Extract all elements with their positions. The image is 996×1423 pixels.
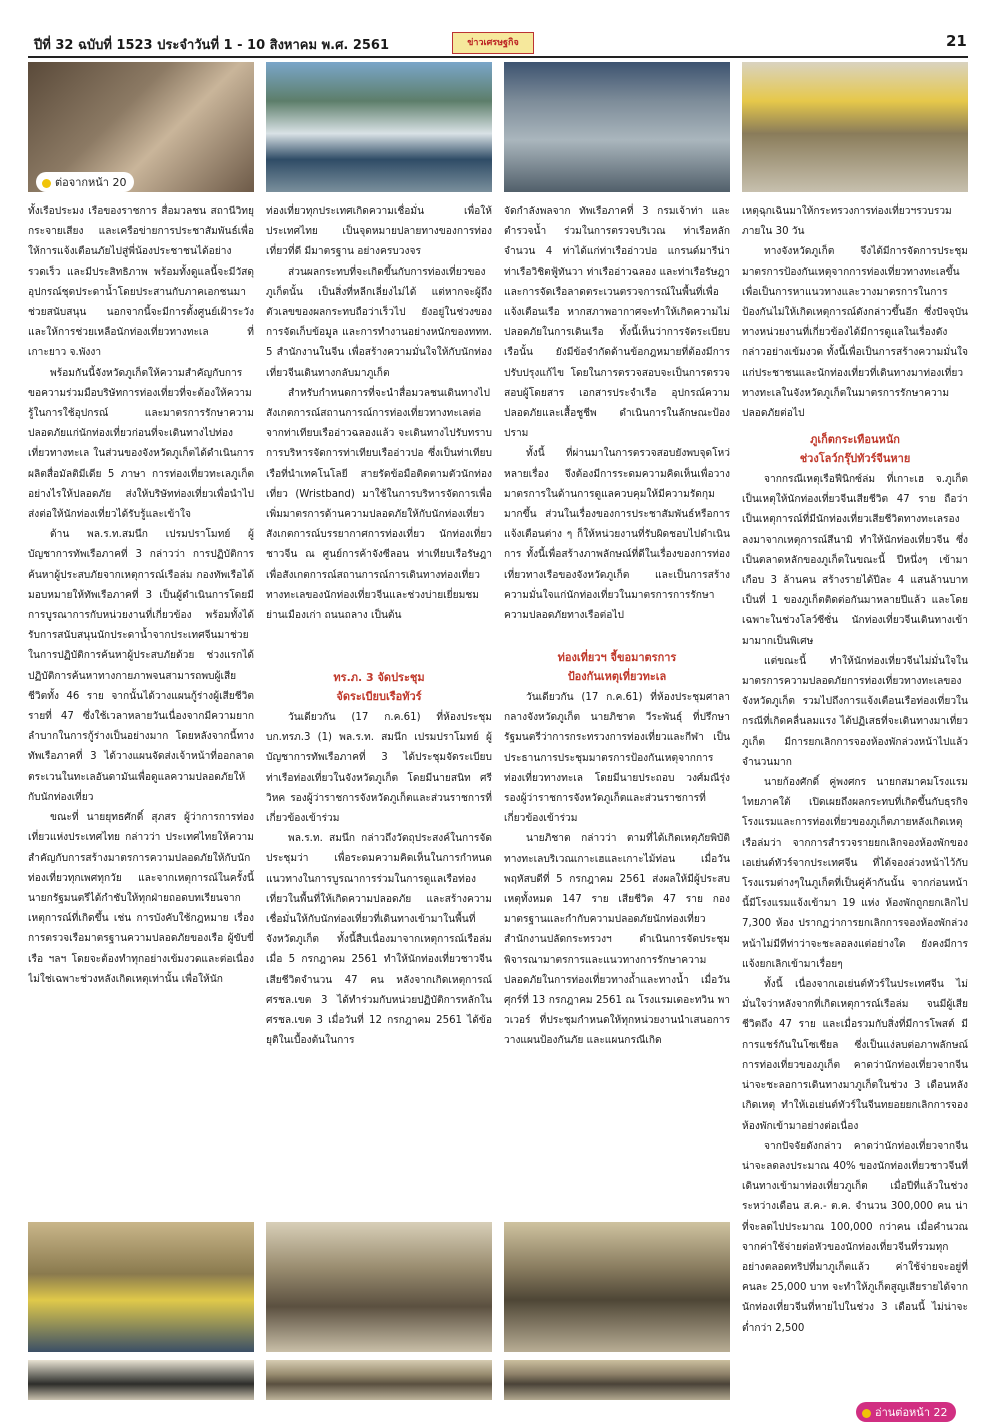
page-header [0,30,996,56]
subheading-line: ป้องกันเหตุเที่ยวทะเล [567,670,667,683]
paragraph: พร้อมกันนี้จังหวัดภูเก็ตให้ความสำคัญกับการขอความร่วมมือบริษัทการท่องเที่ยวที่จะต้องให้ความรู้ในการใช้อุปกรณ์ และมาตรการรักษาความปลอดภัยแก่นักท่องเที่ยวก่อนที่จะเดินทางไปท่องเที่ยวทางทะเล ในส่วนของจังหวัดภูเก็ตได้ดำเนินการผลิตสื่อมัลติมีเดีย 5 ภาษา การท่องเที่ยวทะเลภูเก็ตอย่างไรให้ปลอดภัย ส่งให้บริษัทท่องเที่ยวเพื่อนำไปส่งต่อให้นักท่องเที่ยวได้รับรู้และเข้าใจ [28,367,254,521]
paragraph: ท่องเที่ยวทุกประเทศเกิดความเชื่อมั่น เพื่อให้ประเทศไทย เป็นจุดหมายปลายทางของการท่องเที่ยวที่ดี มีมาตรฐาน อย่างครบวงจร [266,206,492,258]
paragraph: ด้าน พล.ร.ท.สมนึก เปรมปราโมทย์ ผู้บัญชาการทัพเรือภาคที่ 3 กล่าวว่า การปฏิบัติการค้นหาผู้ประสบภัยจากเหตุการณ์เรือล่ม กองทัพเรือได้มอบหมายให้ทัพเรือภาคที่ 3 เป็นผู้ดำเนินการโดยมีการบูรณาการกับหน่วยงานที่เกี่ยวข้อง พร้อมทั้งได้รับการสนับสนุนนักประดาน้ำจากประเทศจีนมาช่วยในการปฏิบัติการค้นหาผู้ประสบภัยด้วย ช่วงแรกได้ปฏิบัติการค้นหาทางกายภาพจนสามารถพบผู้เสียชีวิตทั้ง 46 ราย จากนั้นได้วางแผนกู้ร่างผู้เสียชีวิตรายที่ 47 ซึ่งใช้เวลาหลายวันเนื่องจากมีความยากลำบากในการกู้ร่างเป็นอย่างมาก โดยหลังจากนี้ทางทัพเรือภาคที่ 3 ได้วางแผนจัดส่งเจ้าหน้าที่ออกลาดตระเวนในทะเลอันดามันเพื่อดูแลความปลอดภัยให้กับนักท่องเที่ยว [28,529,254,803]
photo-meeting-hall-1 [504,1222,730,1352]
photo-navy-meeting-room [266,1222,492,1352]
paragraph: นายภิชาต กล่าวว่า ตามที่ได้เกิดเหตุภัยพิบัติทางทะเลบริเวณเกาะเฮและเกาะไม้ท่อน เมื่อวันพฤหัสบดีที่ 5 กรกฎาคม 2561 ส่งผลให้มีผู้ประสบเหตุทั้งหมด 147 ราย เสียชีวิต 47 ราย กองมาตรฐานและกำกับความปลอดภัยนักท่องเที่ยว สำนักงานปลัดกระทรวงฯ ดำเนินการจัดประชุมพิจารณามาตรการและแนวทางการรักษาความปลอดภัยในการท่องเที่ยวทางถ้ำและทางน้ำ เมื่อวันศุกร์ที่ 13 กรกฎาคม 2561 ณ โรงแรมเดอะทวิน พาวเวอร์ ที่ประชุมกำหนดให้ทุกหน่วยงานนำเสนอการวางแผนป้องกันภัย และแผนกรณีเกิด [504,833,730,1047]
photo-officials-at-table [28,1360,254,1400]
subheading-line: ช่วงโลว์กรุ๊ปทัวร์จีนหาย [799,452,911,465]
photo-meeting-hall-2 [504,1360,730,1400]
subheading-navy-meeting [266,668,492,706]
paragraph: วันเดียวกัน (17 ก.ค.61) ที่ห้องประชุม บก.ทรภ.3 (1) พล.ร.ท. สมนึก เปรมปราโมทย์ ผู้บัญชาการทัพเรือภาคที่ 3 ได้ประชุมจัดระเบียบท่าเรือท่องเที่ยวในจังหวัดภูเก็ต โดยมีนายสนิท ศรีวิหค รองผู้ว่าราชการจังหวัดภูเก็ตและส่วนราชการที่เกี่ยวข้องเข้าร่วม [266,712,492,825]
subheading-line: จัดระเบียบเรือทัวร์ [336,690,422,703]
header-rule [28,56,968,58]
subheading-line: ทร.ภ. 3 จัดประชุม [333,671,425,684]
paragraph: วันเดียวกัน (17 ก.ค.61) ที่ห้องประชุมศาลากลางจังหวัดภูเก็ต นายภิชาต วีระพันธุ์ ที่ปรึกษารัฐมนตรีว่าการกระทรวงการท่องเที่ยวและกีฬา เป็นประธานการประชุมมาตรการป้องกันเหตุจากการท่องเที่ยวทางทะเล โดยมีนายประถอบ วงศ์มณีรุ่ง รองผู้ว่าราชการจังหวัดภูเก็ตและส่วนราชการที่เกี่ยวข้องเข้าร่วม [504,692,730,825]
continued-to-label: อ่านต่อหน้า 22 [875,1406,948,1419]
paragraph: ทางจังหวัดภูเก็ต จึงได้มีการจัดการประชุมมาตรการป้องกันเหตุจากการท่องเที่ยวทางทะเลขึ้นเพื่อเป็นการหาแนวทางและวางมาตรการในการป้องกันไม่ให้เกิดเหตุการณ์ดังกล่าวขึ้นอีก ซึ่งปัจจุบันทางหน่วยงานที่เกี่ยวข้องได้มีการดูแลในเรื่องดังกล่าวอย่างเข้มงวด ทั้งนี้เพื่อเป็นการสร้างความมั่นใจแก่ประชาชนและนักท่องเที่ยวที่เดินทางมาท่องเที่ยวทางทะเลในจังหวัดภูเก็ตในมาตรการรักษาความปลอดภัยต่อไป [742,246,968,420]
photo-pier-crowd [504,62,730,192]
paragraph: ส่วนผลกระทบที่จะเกิดขึ้นกับการท่องเที่ยวของภูเก็ตนั้น เป็นสิ่งที่หลีกเลี่ยงไม่ได้ แต่หากจะผู้ถึงตัวเลขของผลกระทบถือว่าเร็วไป ยังอยู่ในช่วงของการจัดเก็บข้อมูล และการทำงานอย่างหนักของททท. 5 สำนักงานในจีน เพื่อสร้างความมั่นใจให้กับนักท่องเที่ยวจีนเดินทางกลับมาภูเก็ต [266,266,492,379]
photo-meeting-officers [28,1222,254,1352]
article-column-3-bottom [504,688,730,1213]
issue-line: ปีที่ 32 ฉบับที่ 1523 ประจำวันที่ 1 - 10 สิงหาคม พ.ศ. 2561 [34,38,389,53]
paragraph: ทั้งนี้ เนื่องจากเอเย่นต์ทัวร์ในประเทศจีน ไม่มั่นใจว่าหลังจากที่เกิดเหตุการณ์เรือล่ม จนมีผู้เสียชีวิตถึง 47 ราย และเมื่อรวมกับสิ่งที่มีการโพสต์ มีการแชร์กันในโซเชียล ซึ่งเป็นแง่ลบต่อภาพลักษณ์การท่องเที่ยวของภูเก็ต คาดว่านักท่องเที่ยวจากจีนน่าจะชะลอการเดินทางมาภูเก็ตในช่วง 3 เดือนหลังเกิดเหตุ ทำให้เอเย่นต์ทัวร์ในจีนทยอยยกเลิกการจองห้องพักเข้ามาอย่างต่อเนื่อง [742,979,968,1132]
subheading-line: ท่องเที่ยวฯ จี้ขอมาตรการ [557,651,677,664]
bullet-icon [862,1409,871,1418]
paragraph: จากกรณีเหตุเรือฟีนิกซ์ล่ม ที่เกาะเฮ จ.ภูเก็ต เป็นเหตุให้นักท่องเที่ยวจีนเสียชีวิต 47 ราย ถือว่าเป็นเหตุการณ์ที่มีนักท่องเที่ยวเสียชีวิตทางทะเลรองลงมาจากเหตุการณ์สึนามิ ทำให้นักท่องเที่ยวจีน ซึ่งเป็นตลาดหลักของภูเก็ตในขณะนี้ ปีหนึ่งๆ เข้ามาเกือบ 3 ล้านคน สร้างรายได้ปีละ 4 แสนล้านบาท เป็นที่ 1 ของภูเก็ตติดต่อกันมาหลายปีแล้ว และโดยเฉพาะในช่วงโลว์ซีซั่น นักท่องเที่ยวจีนเดินทางเข้ามามากเป็นพิเศษ [742,474,968,647]
article-column-2-bottom [266,708,492,1213]
paragraph: สำหรับกำหนดการที่จะนำสื่อมวลชนเดินทางไป สังเกตการณ์สถานการณ์การท่องเที่ยวทางทะเลต่อจากท่าเทียบเรืออ่าวฉลองแล้ว จะเดินทางไปรับทราบการบริหารจัดการท่าเทียบเรืออ่าวปอ ซึ่งเป็นท่าเทียบเรือที่นำเทคโนโลยี สายรัดข้อมือติดตามตัวนักท่องเที่ยว (Wristband) มาใช้ในการบริหารจัดการเพื่อเพิ่มมาตรการด้านความปลอดภัยให้กับนักท่องเที่ยว สังเกตการณ์บรรยากาศการท่องเที่ยว นักท่องเที่ยวชาวจีน ณ ศูนย์การค้าจังซีลอน ท่าเทียบเรือรัษฎา เพื่อสังเกตการณ์สถานการณ์การเดินทางท่องเที่ยวทางทะเลของนักท่องเที่ยวจีนและช่วงบ่ายเยี่ยมชมย่านเมืองเก่า ถนนถลาง เป็นต้น [266,387,492,622]
article-column-2-top [266,202,492,662]
newspaper-logo: ข่าวเศรษฐกิจ [452,32,534,54]
paragraph: แต่ขณะนี้ ทำให้นักท่องเที่ยวจีนไม่มั่นใจในมาตรการความปลอดภัยการท่องเที่ยวทางทะเลของจังหวัดภูเก็ต รวมไปถึงการแจ้งเตือนเรือท่องเที่ยวในกรณีที่เกิดคลื่นลมแรง ได้ปฏิเสธที่จะเดินทางมาเที่ยวภูเก็ต มีการยกเลิกการจองห้องพักล่วงหน้าไปแล้วจำนวนมาก [742,655,968,768]
paragraph: พล.ร.ท. สมนึก กล่าวถึงวัตถุประสงค์ในการจัดประชุมว่า เพื่อระดมความคิดเห็นในการกำหนดแนวทางในการบูรณาการร่วมในการดูแลเรือท่องเที่ยวในพื้นที่ให้เกิดความปลอดภัย และสร้างความเชื่อมั่นให้กับนักท่องเที่ยวที่เดินทางเข้ามาในพื้นที่จังหวัดภูเก็ต ทั้งนี้สืบเนื่องมาจากเหตุการณ์เรือล่มเมื่อ 5 กรกฎาคม 2561 ทำให้นักท่องเที่ยวชาวจีนเสียชีวิตจำนวน 47 คน หลังจากเกิดเหตุการณ์ ศรชล.เขต 3 ได้ทำร่วมกับหน่วยปฏิบัติการหลักใน ศรชล.เขต 3 เมื่อวันที่ 12 กรกฎาคม 2561 ได้ข้อยุติในเบื้องต้นในการ [266,833,492,1047]
subheading-line: ภูเก็ตกระเทือนหนัก [810,433,900,446]
photo-officials-pier [742,62,968,192]
paragraph: ทั้งนี้ ที่ผ่านมาในการตรวจสอบยังพบจุดโหว่หลายเรื่อง จึงต้องมีการระดมความคิดเห็นเพื่อวางมาตรการในด้านการดูแลควบคุมให้มีความรัดกุมมากขึ้น ส่วนในเรื่องของการประชาสัมพันธ์หรือการแจ้งเตือนต่าง ๆ ก็ให้หน่วยงานที่รับผิดชอบไปดำเนินการ ทั้งนี้เพื่อสร้างภาพลักษณ์ที่ดีในเรื่องของการท่องเที่ยวทางเรือของจังหวัดภูเก็ต และเป็นการสร้างความมั่นใจแก่นักท่องเที่ยวในมาตรการการรักษาความปลอดภัยทางเรือต่อไป [504,448,730,622]
bullet-icon [42,179,51,188]
paragraph: จากปัจจัยดังกล่าว คาดว่านักท่องเที่ยวจากจีนน่าจะลดลงประมาณ 40% ของนักท่องเที่ยวชาวจีนที่เดินทางเข้ามาท่องเที่ยวภูเก็ต เมื่อปีที่แล้วในช่วงระหว่างเดือน ส.ค.- ต.ค. จำนวน 300,000 คน น่าที่จะลดไปประมาณ 100,000 กว่าคน เมื่อคำนวณจากค่าใช้จ่ายต่อหัวของนักท่องเที่ยวจีนที่รวมทุกอย่างตลอดทริปที่มาภูเก็ตแล้ว ค่าใช้จ่ายจะอยู่ที่คนละ 25,000 บาท จะทำให้ภูเก็ตสูญเสียรายได้จากนักท่องเที่ยวจีนที่หายไปในช่วง 3 เดือนนี้ ไม่น่าจะต่ำกว่า 2,500 [742,1140,968,1334]
subheading-tourism-measures [504,648,730,686]
continued-to-badge[interactable] [856,1402,956,1422]
article-column-4-top [742,202,968,424]
page-number: 21 [946,32,967,50]
article-column-1 [28,202,254,1212]
article-column-4-bottom [742,470,968,1400]
paragraph: ขณะที่ นายยุทธศักดิ์ สุภสร ผู้ว่าการการท่องเที่ยวแห่งประเทศไทย กล่าวว่า ประเทศไทยให้ความสำคัญกับการสร้างมาตรการความปลอดภัยให้กับนักท่องเที่ยวทุกเพศทุกวัย และจากเหตุการณ์ในครั้งนี้ นายกรัฐมนตรีได้กำชับให้ทุกฝ่ายถอดบทเรียนจากเหตุการณ์ที่เกิดขึ้น เช่น การบังคับใช้กฎหมาย เรื่องการตรวจเรือมาตรฐานความปลอดภัยของเรือ ผู้ขับขี่เรือ ฯลฯ โดยจะต้องทำทุกอย่างเข้มงวดและต่อเนื่อง ไม่ใช่เฉพาะช่วงหลังเกิดเหตุเท่านั้น เพื่อให้นัก [28,812,254,985]
photo-marina-tourists [266,62,492,192]
paragraph: ทั้งเรือประมง เรือของราชการ สื่อมวลชน สถานีวิทยุกระจายเสียง และเครือข่ายการประชาสัมพันธ์เพื่อให้การแจ้งเตือนภัยไปสู่พี่น้องประชาชนได้อย่างรวดเร็ว และมีประสิทธิภาพ พร้อมทั้งดูแลนี้จะมีวัสดุอุปกรณ์ชุดประดาน้ำโดยประสานกับภาคเอกชนมาช่วยสนับสนุน นอกจากนี้จะมีการตั้งศูนย์เฝ้าระวังและให้การช่วยเหลือนักท่องเที่ยวทางทะเล ที่เกาะยาว จ.พังงา [28,206,254,359]
article-column-3-top [504,202,730,642]
continued-from-badge[interactable] [36,172,134,192]
paragraph: นายก้องศักดิ์ คู่พงศกร นายกสมาคมโรงแรมไทยภาคใต้ เปิดเผยถึงผลกระทบที่เกิดขึ้นกับธุรกิจโรงแรมและการท่องเที่ยวของภูเก็ตภายหลังเกิดเหตุเรือล่มว่า จากการสำรวจรายยกเลิกจองห้องพักของเอเย่นต์ทัวร์จากประเทศจีน ที่ได้จองล่วงหน้าไว้กับโรงแรมต่างๆในภูเก็ตที่เป็นคู่ค้ากันนั้น จากก่อนหน้านี้มีโรงแรมแจ้งเข้ามา 19 แห่ง ห้องพักถูกยกเลิกไป 7,300 ห้อง ปรากฏว่าการยกเลิกการจองห้องพักล่วงหน้าไม่มีทีท่าว่าจะชะลอลงแต่อย่างใด ยังคงมีการแจ้งยกเลิกเข้ามาเรื่อยๆ [742,777,968,970]
paragraph: จัดกำลังพลจาก ทัพเรือภาคที่ 3 กรมเจ้าท่า และตำรวจน้ำ ร่วมในการตรวจบริเวณ ท่าเรือหลักจำนวน 4 ท่าได้แก่ท่าเรืออ่าวปอ แกรนด์มารีน่า ท่าเรือวิชิตฟู้ทันวา ท่าเรืออ่าวฉลอง และท่าเรือรัษฎา และการจัดเรือลาดตระเวนตรวจการณ์ในพื้นที่เพื่อแจ้งเตือนเรือ หากสภาพอากาศจะทำให้เกิดความไม่ปลอดภัยในการเดินเรือ ทั้งนี้เห็นว่าการจัดระเบียบเรือนั้น ยังมีข้อจำกัดด้านข้อกฎหมายที่ต้องมีการปรับปรุงแก้ไข โดยในการตรวจสอบจะเป็นการตรวจสอบผู้โดยสาร เอกสารประจำเรือ อุปกรณ์ความปลอดภัยและเสื้อชูชีพ ดำเนินการในลักษณะป้องปราม [504,206,730,440]
continued-from-label: ต่อจากหน้า 20 [55,176,127,189]
paragraph: เหตุฉุกเฉินมาให้กระทรวงการท่องเที่ยวฯรวบรวมภายใน 30 วัน [742,206,952,238]
subheading-phuket-impact [742,430,968,468]
photo-navy-meeting-wide [266,1360,492,1400]
